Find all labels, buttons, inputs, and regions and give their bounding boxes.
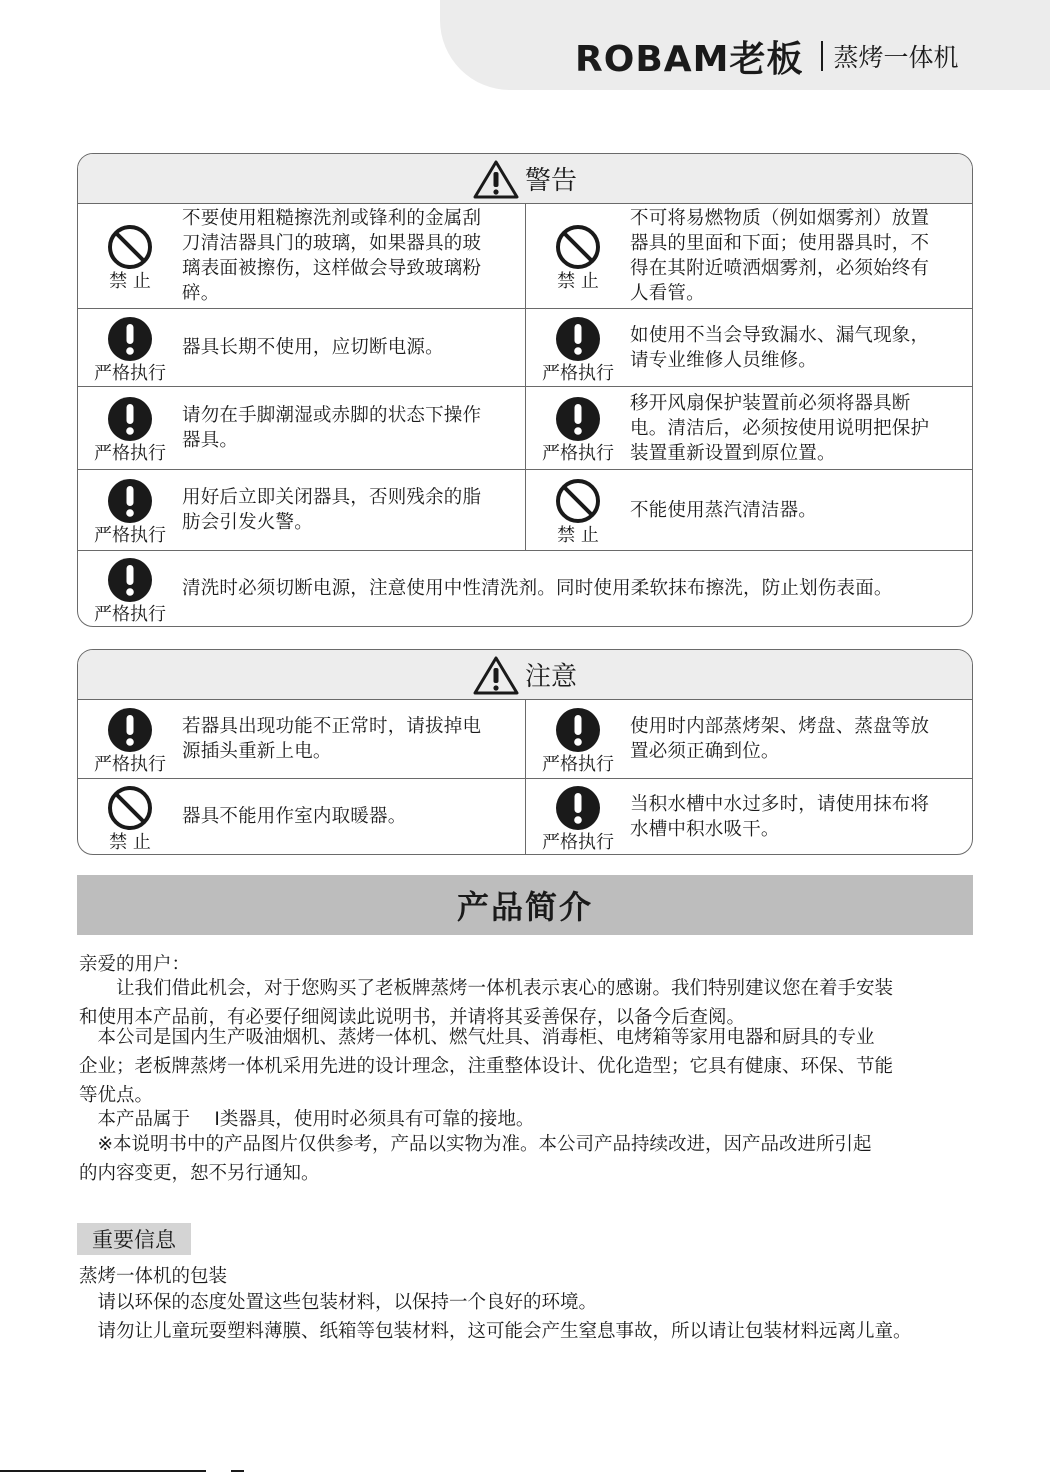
mandatory-exclamation-icon — [107, 478, 153, 524]
brand-header — [575, 32, 958, 80]
intro-p2-line: 本公司是国内生产吸油烟机、蒸烤一体机、燃气灶具、消毒柜、电烤箱等家用电器和厨具的专业 — [79, 1027, 875, 1048]
safety-symbol — [526, 779, 630, 854]
safety-text — [182, 714, 495, 764]
safety-text-line: 刀清洁器具门的玻璃，如果器具的玻 — [182, 233, 482, 254]
caution_box-item — [525, 700, 972, 778]
safety-text — [182, 485, 495, 535]
safety-symbol-label: 严格执行 — [542, 362, 614, 384]
safety-text-line: 源插头重新上电。 — [182, 741, 332, 762]
safety-symbol-label: 严格执行 — [94, 525, 166, 546]
safety-text-line: 电。清洁后，必须按使用说明把保护 — [630, 417, 930, 439]
safety-text — [182, 335, 458, 360]
caution_box-row — [78, 778, 972, 854]
safety-text-line: 器具长期不使用，应切断电源。 — [182, 337, 444, 358]
intro-p1-line: 和使用本产品前，有必要仔细阅读此说明书，并请将其妥善保存，以备今后查阅。 — [79, 1007, 746, 1028]
safety-text — [182, 576, 907, 601]
mandatory-exclamation-icon — [107, 707, 153, 753]
warning_box-item — [525, 470, 972, 550]
safety-text-line: 若器具出现功能不正常时，请拔掉电 — [182, 716, 482, 737]
safety-text-line: 水槽中积水吸干。 — [630, 818, 780, 840]
warning_box-item — [78, 309, 525, 386]
safety-symbol-label: 严格执行 — [542, 754, 614, 775]
mandatory-exclamation-icon — [555, 785, 601, 831]
caution_box-item — [78, 779, 525, 854]
safety-symbol-label: 禁 止 — [109, 271, 151, 292]
caution_box-item — [525, 779, 972, 854]
caution-box-header — [78, 650, 972, 700]
warning_box-item — [78, 204, 525, 308]
mandatory-exclamation-icon — [107, 557, 153, 603]
warning_box-item — [78, 470, 525, 550]
safety-text-line: 不能使用蒸汽清洁器。 — [630, 499, 818, 521]
packaging-line-1: 请以环保的态度处置这些包装材料，以保持一个良好的环境。 — [79, 1292, 598, 1313]
safety-text-line: 器具的里面和下面；使用器具时，不 — [630, 233, 930, 254]
safety-symbol — [526, 204, 630, 308]
safety-text — [630, 206, 943, 306]
intro-paragraph-4 — [79, 1130, 959, 1188]
packaging-subtitle: 蒸烤一体机的包装 — [79, 1266, 228, 1287]
warning_box-item — [525, 309, 972, 386]
safety-symbol-label: 禁 止 — [557, 525, 599, 546]
footer-rule — [0, 1470, 206, 1472]
safety-text-line: 肪会引发火警。 — [182, 512, 313, 533]
caution_box-item — [78, 700, 525, 778]
prohibit-icon — [555, 478, 601, 524]
safety-symbol — [78, 204, 182, 308]
safety-text-line: 人看管。 — [630, 283, 705, 304]
safety-symbol — [526, 470, 630, 550]
prohibit-icon — [555, 224, 601, 270]
safety-text — [630, 714, 943, 764]
intro-p1-line: 让我们借此机会，对于您购买了老板牌蒸烤一体机表示衷心的感谢。我们特别建议您在着手安装 — [79, 978, 894, 999]
mandatory-exclamation-icon — [555, 396, 601, 442]
warning-box-header — [78, 154, 972, 204]
intro-p4-line: 的内容变更，恕不另行通知。 — [79, 1163, 320, 1184]
safety-symbol — [526, 700, 630, 778]
safety-symbol — [78, 779, 182, 854]
safety-symbol — [78, 387, 182, 469]
safety-text-line: 璃表面被擦伤，这样做会导致玻璃粉 — [182, 258, 482, 279]
intro-p4-line: ※本说明书中的产品图片仅供参考，产品以实物为准。本公司产品持续改进，因产品改进所引起 — [79, 1134, 872, 1155]
warning_box-row — [78, 469, 972, 550]
safety-text-line: 置必须正确到位。 — [630, 741, 780, 762]
safety-symbol-label: 严格执行 — [94, 754, 166, 775]
mandatory-exclamation-icon — [107, 316, 153, 362]
greeting: 亲爱的用户： — [79, 954, 191, 975]
safety-text-line: 请勿在手脚潮湿或赤脚的状态下操作 — [182, 405, 482, 426]
warning_box-item — [525, 204, 972, 308]
safety-symbol — [526, 387, 630, 469]
product-intro-band — [77, 875, 973, 935]
safety-text-line: 不可将易燃物质（例如烟雾剂）放置 — [630, 208, 930, 229]
safety-symbol-label: 严格执行 — [94, 443, 166, 464]
intro-p2-line: 企业；老板牌蒸烤一体机采用先进的设计理念，注重整体设计、优化造型；它具有健康、环保、节能 — [79, 1056, 894, 1077]
caution-box — [77, 649, 973, 855]
safety-symbol-label: 严格执行 — [542, 443, 614, 464]
safety-text — [182, 206, 495, 306]
safety-text-line: 器具不能用作室内取暖器。 — [182, 806, 407, 827]
warning_box-row — [78, 550, 972, 626]
safety-text — [630, 391, 943, 466]
safety-text — [182, 403, 495, 453]
safety-symbol — [526, 309, 630, 386]
intro-p2-line: 等优点。 — [79, 1085, 154, 1106]
intro-paragraph-3: 本产品属于 Ⅰ类器具，使用时必须具有可靠的接地。 — [79, 1109, 535, 1130]
footer-rule-mark — [231, 1470, 244, 1472]
packaging-line-2: 请勿让儿童玩耍塑料薄膜、纸箱等包装材料，这可能会产生窒息事故，所以请让包装材料远离儿童。 — [79, 1321, 912, 1342]
brand-logo: ROBAM老板 — [575, 38, 804, 80]
warning_box-row — [78, 204, 972, 308]
safety-text-line: 得在其附近喷洒烟雾剂，必须始终有 — [630, 258, 930, 279]
safety-text-line: 不要使用粗糙擦洗剂或锋利的金属刮 — [182, 208, 482, 229]
safety-text-line: 请专业维修人员维修。 — [630, 349, 818, 371]
safety-text — [630, 792, 943, 842]
safety-text-line: 用好后立即关闭器具，否则残余的脂 — [182, 487, 482, 508]
product-intro-title: 产品简介 — [456, 888, 593, 926]
safety-text — [630, 323, 943, 373]
caution-title: 注意 — [524, 662, 577, 692]
safety-text-line: 清洗时必须切断电源，注意使用中性清洗剂。同时使用柔软抹布擦洗，防止划伤表面。 — [182, 578, 893, 599]
safety-text-line: 移开风扇保护装置前必须将器具断 — [630, 392, 911, 414]
mandatory-exclamation-icon — [555, 707, 601, 753]
prohibit-icon — [107, 785, 153, 831]
product-name: 蒸烤一体机 — [833, 43, 959, 72]
warning_box-item — [525, 387, 972, 469]
safety-text-line: 器具。 — [182, 430, 239, 451]
warning_box-row — [78, 386, 972, 469]
safety-symbol — [78, 700, 182, 778]
safety-symbol — [78, 309, 182, 386]
safety-symbol — [78, 470, 182, 550]
caution_box-row — [78, 700, 972, 778]
brand-divider — [821, 41, 823, 71]
safety-text-line: 当积水槽中水过多时，请使用抹布将 — [630, 793, 930, 815]
important-info-title: 重要信息 — [77, 1223, 191, 1255]
warning-title: 警告 — [524, 166, 577, 196]
warning_box-item — [78, 387, 525, 469]
safety-symbol-label: 禁 止 — [109, 831, 151, 853]
mandatory-exclamation-icon — [555, 316, 601, 362]
intro-paragraph-2 — [79, 1023, 959, 1110]
warning-box — [77, 153, 973, 627]
safety-text — [182, 804, 420, 829]
warning-triangle-icon — [473, 159, 519, 199]
warning-triangle-icon — [473, 655, 519, 695]
caution-rows — [78, 700, 972, 854]
safety-text-line: 如使用不当会导致漏水、漏气现象， — [630, 324, 930, 346]
safety-text — [630, 498, 831, 523]
warning_box-row — [78, 308, 972, 386]
safety-text-line: 装置重新设置到原位置。 — [630, 442, 836, 464]
safety-symbol-label: 严格执行 — [542, 831, 614, 853]
warning-rows — [78, 204, 972, 626]
safety-symbol-label: 禁 止 — [557, 271, 599, 292]
safety-text-line: 碎。 — [182, 283, 220, 304]
prohibit-icon — [107, 224, 153, 270]
warning_box-item — [78, 551, 972, 626]
safety-symbol-label: 严格执行 — [94, 603, 166, 625]
safety-symbol-label: 严格执行 — [94, 362, 166, 384]
safety-text-line: 使用时内部蒸烤架、烤盘、蒸盘等放 — [630, 716, 930, 737]
safety-symbol — [78, 551, 182, 626]
mandatory-exclamation-icon — [107, 396, 153, 442]
